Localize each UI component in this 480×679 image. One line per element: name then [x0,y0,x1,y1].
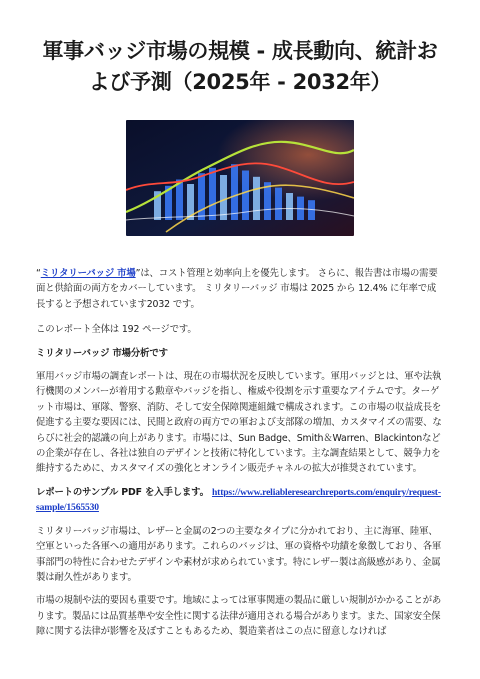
intro-text: ”は、コスト管理と効率向上を優先します。 さらに、報告書は市場の需要面と供給面の両方をカバーしています。 ミリタリーバッジ 市場は 2025 から 12.4% に年率で成長すると予想されています2032 です。 [36,268,438,310]
intro-paragraph [36,266,444,312]
types-paragraph: ミリタリーバッジ市場は、レザーと金属の2つの主要なタイプに分かれており、主に海軍、陸軍、空軍といった各軍への適用があります。これらのバッジは、軍の資格や功績を象徴しており、各軍事部門の特性に合わせたデザインや素材が求められています。特にレザー製は高級感があり、金属製は耐久性があります。 [36,525,442,583]
sample-link[interactable]: https://www.reliableresearchreports.com/enquiry/request-sample/1565530 [36,486,441,514]
hero-bar [220,175,227,220]
quote-mark: “ [36,268,41,279]
analysis-heading: ミリタリーバッジ 市場分析です [36,347,168,359]
hero-bar [253,177,260,220]
market-link[interactable]: ミリタリーバッジ 市場 [40,268,136,279]
hero-bar [286,193,293,220]
hero-bar [209,168,216,220]
hero-bar [275,188,282,220]
regulation-paragraph: 市場の規制や法的要因も重要です。地域によっては軍事関連の製品に厳しい規制がかかることがあります。製品には品質基準や安全性に関する法律が適用される場合があります。また、国家安全保障に関する法律が影響を及ぼすこともあるため、製造業者はこの点に留意しなければ [36,595,442,638]
sample-paragraph [36,485,444,516]
hero-bar [231,164,238,220]
analysis-paragraph: 軍用バッジ市場の調査レポートは、現在の市場状況を反映しています。軍用バッジとは、軍や法執行機関のメンバーが着用する勲章やバッジを指し、権威や役割を示す重要なアイテムです。ターゲット市場は、軍隊、警察、消防、そして安全保障関連組織で構成されます。この市場の収益成長を促進する主要な要因には、民間と政府の両方での軍および支部隊の増加、カスタマイズの需要、ならびに社会的認識の向上があります。市場には、Sun Badge、Smith＆Warren、Blackintonなどの企業が存在し、各社は独自のデザインと技術に特化しています。主な調査結果として、競争力を維持するために、カスタマイズの強化とオンライン販売チャネルの拡大が推奨されています。 [36,371,442,475]
sample-label: レポートのサンプル PDF を入手します。 [36,486,209,498]
hero-chart-image [126,120,354,236]
page-title: 軍事バッジ市場の規模 - 成長動向、統計および予測（2025年 - 2032年） [42,39,438,94]
hero-bar [198,173,205,220]
page-count-line: このレポート全体は 192 ページです。 [36,324,197,336]
